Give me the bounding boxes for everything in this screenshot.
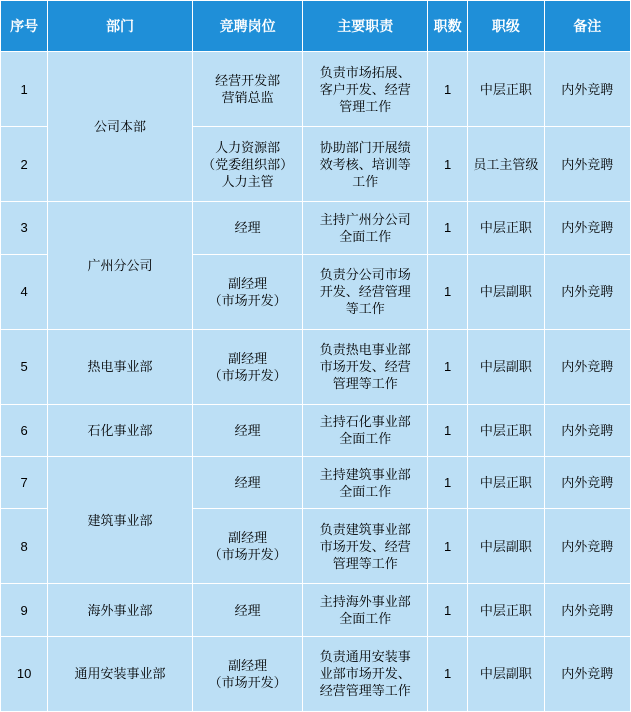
cell-num: 1 (428, 457, 468, 509)
cell-rank: 中层副职 (468, 636, 544, 711)
cell-duty: 主持石化事业部 全面工作 (303, 404, 428, 456)
cell-note: 内外竞聘 (544, 636, 630, 711)
cell-note: 内外竞聘 (544, 584, 630, 636)
cell-seq: 9 (1, 584, 48, 636)
cell-rank: 中层副职 (468, 254, 544, 329)
cell-note: 内外竞聘 (544, 457, 630, 509)
cell-seq: 10 (1, 636, 48, 711)
table-body (1, 52, 631, 712)
cell-num: 1 (428, 329, 468, 404)
cell-post: 副经理 （市场开发） (192, 254, 303, 329)
cell-note: 内外竞聘 (544, 202, 630, 254)
cell-num: 1 (428, 202, 468, 254)
cell-num: 1 (428, 52, 468, 127)
table-row (1, 404, 631, 456)
header-col-dept: 部门 (48, 1, 193, 52)
table-row (1, 52, 631, 127)
cell-dept: 石化事业部 (48, 404, 193, 456)
cell-duty: 负责通用安装事 业部市场开发、 经营管理等工作 (303, 636, 428, 711)
header-col-note: 备注 (544, 1, 630, 52)
cell-dept: 热电事业部 (48, 329, 193, 404)
cell-seq: 3 (1, 202, 48, 254)
cell-dept: 建筑事业部 (48, 457, 193, 584)
table-row (1, 636, 631, 711)
cell-duty: 主持海外事业部 全面工作 (303, 584, 428, 636)
cell-post: 副经理 （市场开发） (192, 509, 303, 584)
cell-note: 内外竞聘 (544, 254, 630, 329)
cell-rank: 中层正职 (468, 52, 544, 127)
cell-seq: 4 (1, 254, 48, 329)
cell-num: 1 (428, 509, 468, 584)
cell-seq: 2 (1, 127, 48, 202)
cell-rank: 中层副职 (468, 329, 544, 404)
cell-num: 1 (428, 584, 468, 636)
table-row (1, 584, 631, 636)
cell-rank: 中层正职 (468, 584, 544, 636)
cell-num: 1 (428, 127, 468, 202)
table-row (1, 329, 631, 404)
cell-num: 1 (428, 636, 468, 711)
cell-note: 内外竞聘 (544, 127, 630, 202)
cell-dept: 海外事业部 (48, 584, 193, 636)
cell-seq: 1 (1, 52, 48, 127)
cell-note: 内外竞聘 (544, 329, 630, 404)
header-col-seq: 序号 (1, 1, 48, 52)
table-row (1, 202, 631, 254)
cell-duty: 负责建筑事业部 市场开发、经营 管理等工作 (303, 509, 428, 584)
cell-rank: 中层正职 (468, 404, 544, 456)
cell-seq: 8 (1, 509, 48, 584)
cell-post: 副经理 （市场开发） (192, 329, 303, 404)
cell-note: 内外竞聘 (544, 52, 630, 127)
cell-note: 内外竞聘 (544, 404, 630, 456)
cell-post: 人力资源部 （党委组织部） 人力主管 (192, 127, 303, 202)
cell-num: 1 (428, 254, 468, 329)
cell-rank: 中层正职 (468, 202, 544, 254)
cell-duty: 负责热电事业部 市场开发、经营 管理等工作 (303, 329, 428, 404)
cell-duty: 负责分公司市场 开发、经营管理 等工作 (303, 254, 428, 329)
cell-post: 经理 (192, 584, 303, 636)
cell-duty: 负责市场拓展、 客户开发、经营 管理工作 (303, 52, 428, 127)
cell-dept: 通用安装事业部 (48, 636, 193, 711)
header-col-num: 职数 (428, 1, 468, 52)
cell-rank: 中层正职 (468, 457, 544, 509)
table-row (1, 457, 631, 509)
cell-seq: 7 (1, 457, 48, 509)
cell-post: 经理 (192, 404, 303, 456)
header-col-post: 竞聘岗位 (192, 1, 303, 52)
cell-post: 经营开发部 营销总监 (192, 52, 303, 127)
cell-dept: 广州分公司 (48, 202, 193, 329)
cell-rank: 中层副职 (468, 509, 544, 584)
cell-note: 内外竞聘 (544, 509, 630, 584)
header-col-duty: 主要职责 (303, 1, 428, 52)
cell-post: 经理 (192, 457, 303, 509)
cell-post: 经理 (192, 202, 303, 254)
cell-seq: 6 (1, 404, 48, 456)
cell-rank: 员工主管级 (468, 127, 544, 202)
cell-seq: 5 (1, 329, 48, 404)
cell-duty: 主持广州分公司 全面工作 (303, 202, 428, 254)
header-col-rank: 职级 (468, 1, 544, 52)
cell-num: 1 (428, 404, 468, 456)
cell-dept: 公司本部 (48, 52, 193, 202)
cell-duty: 主持建筑事业部 全面工作 (303, 457, 428, 509)
table-header-row (1, 1, 631, 52)
cell-duty: 协助部门开展绩 效考核、培训等 工作 (303, 127, 428, 202)
cell-post: 副经理 （市场开发） (192, 636, 303, 711)
table-header (1, 1, 631, 52)
